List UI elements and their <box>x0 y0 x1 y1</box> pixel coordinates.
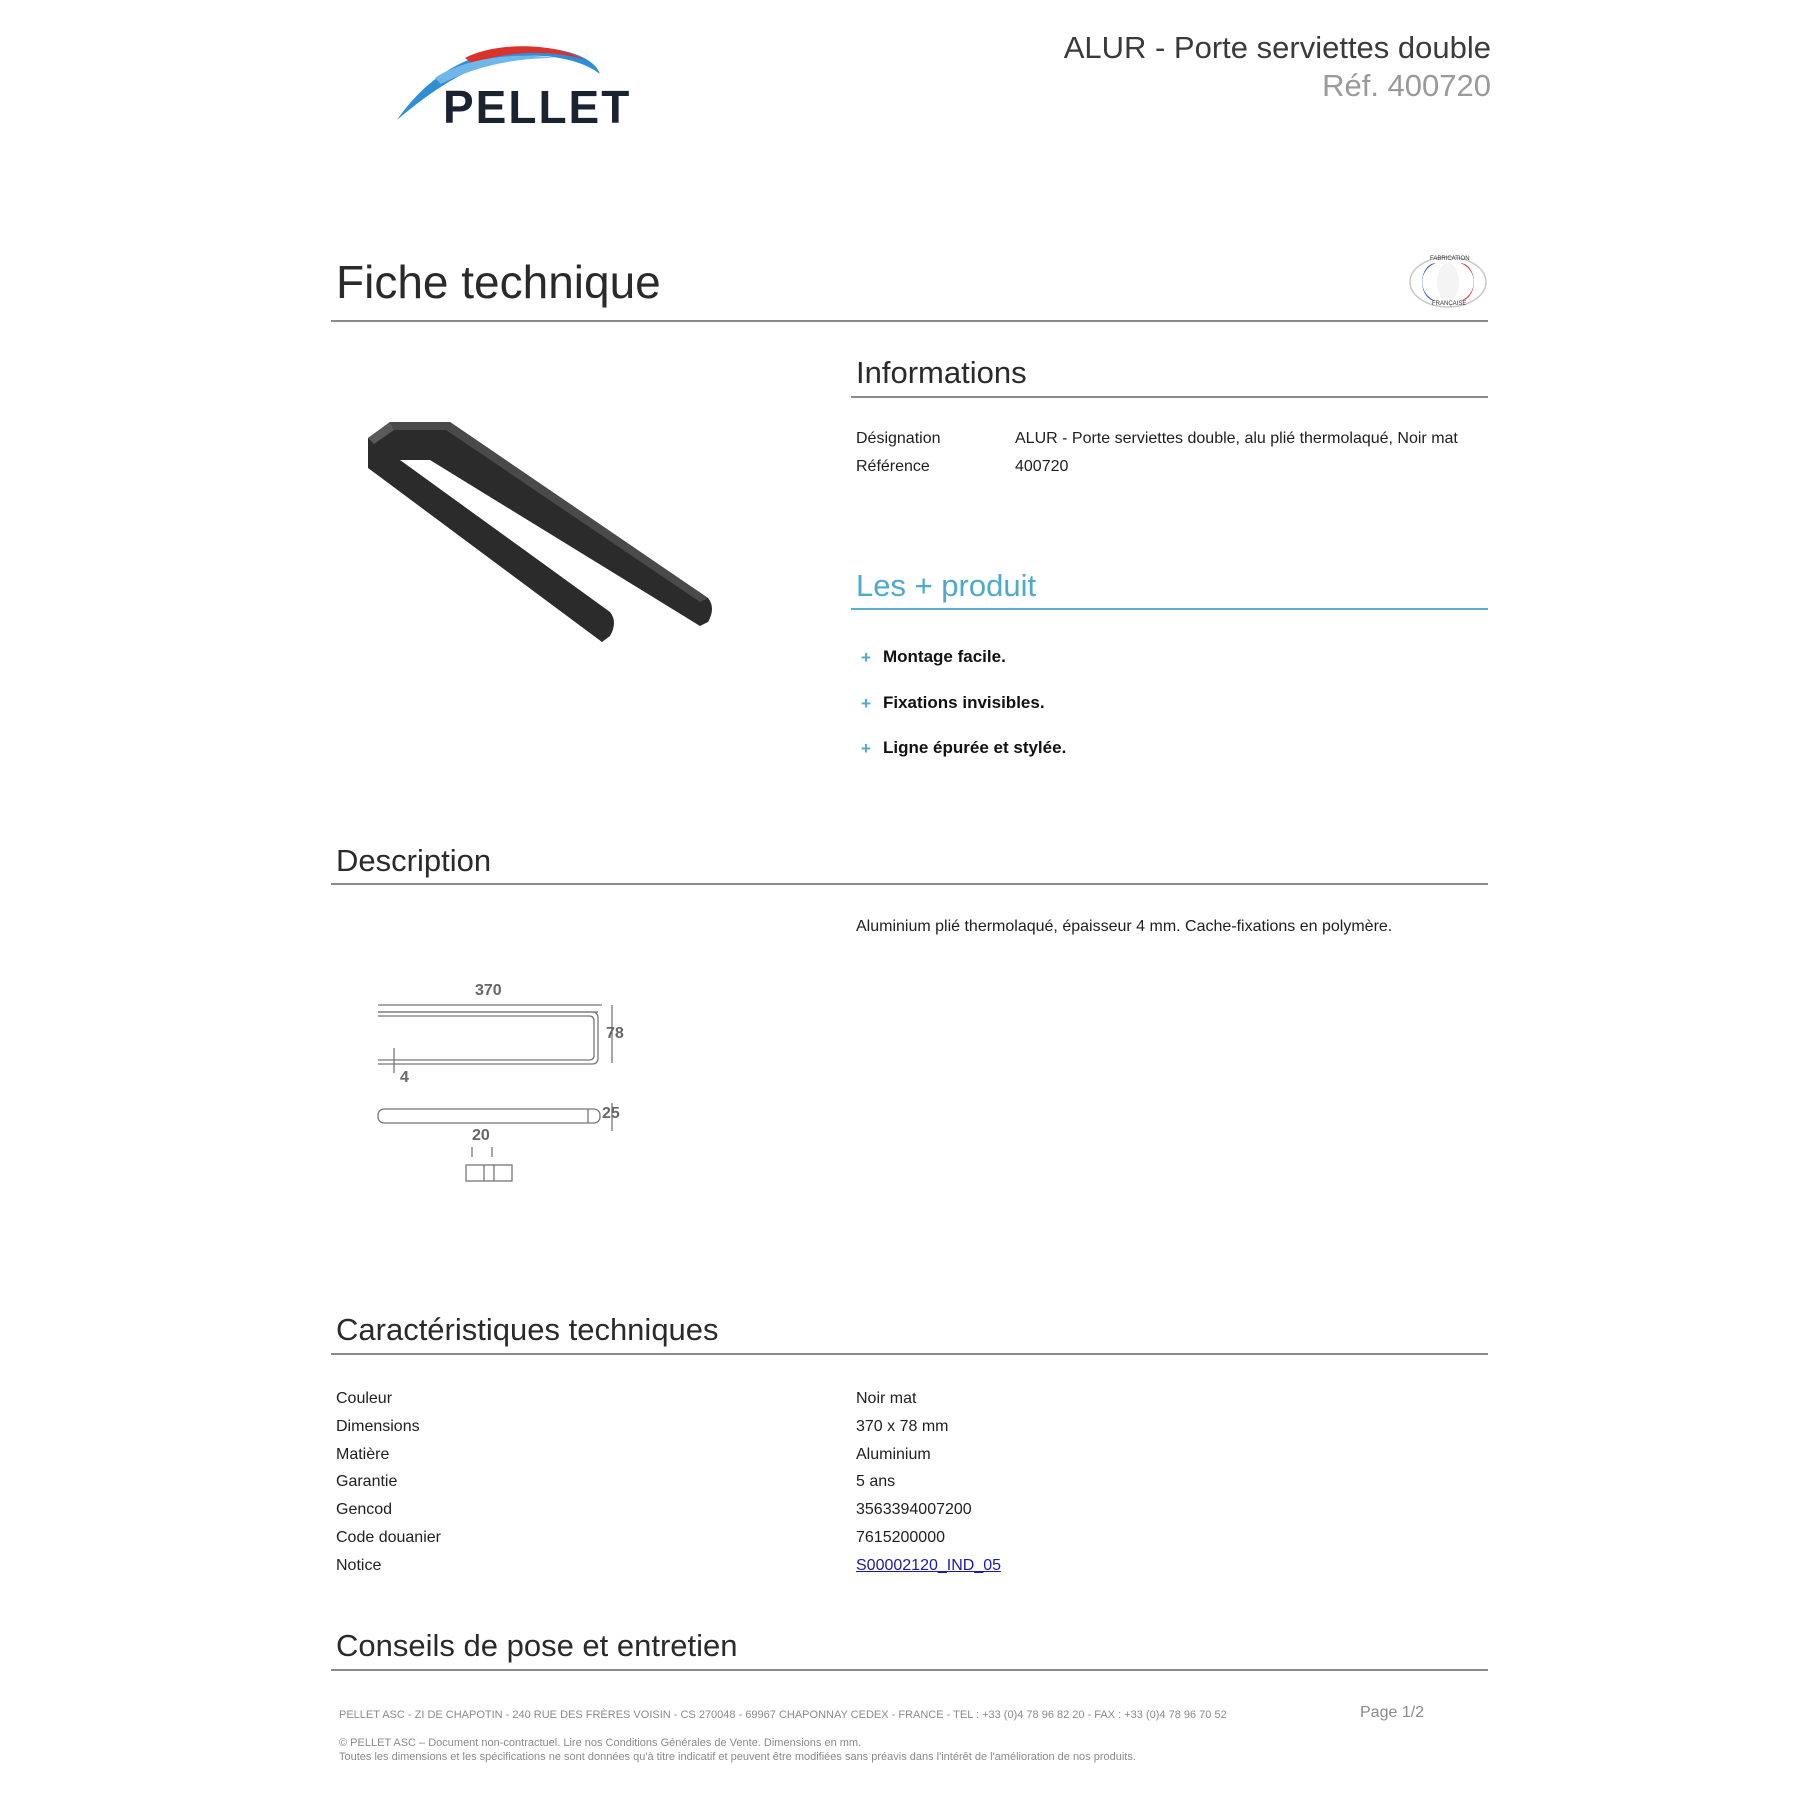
towel-rail-photo-icon <box>360 350 720 690</box>
informations-rule <box>851 396 1488 398</box>
benefit-item: Ligne épurée et stylée. <box>883 738 1067 757</box>
badge-top-text: FABRICATION <box>1430 256 1470 262</box>
badge-bottom-text: FRANÇAISE <box>1432 301 1467 307</box>
pellet-logo <box>395 40 640 133</box>
logo-wordmark: PELLET <box>443 81 632 133</box>
spec-label-matiere: Matière <box>336 1446 390 1463</box>
spec-value-matiere: Aluminium <box>856 1446 931 1463</box>
footer-address: PELLET ASC - ZI DE CHAPOTIN - 240 RUE DES FRÈRES VOISIN - CS 270048 - 69967 CHAPONNAY CEDEX - FRANCE - TEL : +33 (0)4 78 96 82 20 - FAX : +33 (0)4 78 96 70 52 <box>339 1709 1227 1721</box>
title-rule <box>331 320 1488 322</box>
page-title: Fiche technique <box>336 256 661 308</box>
caracteristiques-rule <box>331 1353 1488 1355</box>
dimension-drawing-icon <box>370 975 630 1190</box>
plus-icon: + <box>861 739 871 758</box>
spec-label-garantie: Garantie <box>336 1473 398 1490</box>
spec-label-couleur: Couleur <box>336 1390 393 1407</box>
product-title: ALUR - Porte serviettes double <box>1063 30 1491 65</box>
dim-length: 370 <box>475 982 502 999</box>
info-label-reference: Référence <box>856 458 930 475</box>
notice-link[interactable]: S00002120_IND_05 <box>856 1557 1002 1574</box>
conseils-rule <box>331 1669 1488 1671</box>
plus-produit-rule <box>851 608 1488 610</box>
technical-drawing <box>370 975 630 1190</box>
info-value-reference: 400720 <box>1015 458 1069 475</box>
spec-value-code-douanier: 7615200000 <box>856 1529 945 1546</box>
plus-produit-heading: Les + produit <box>856 568 1037 603</box>
description-rule <box>331 883 1488 885</box>
fabrication-francaise-badge <box>1408 255 1488 310</box>
product-image <box>360 350 720 690</box>
informations-heading: Informations <box>856 355 1027 390</box>
product-reference: Réf. 400720 <box>1322 68 1491 103</box>
caracteristiques-heading: Caractéristiques techniques <box>336 1312 719 1347</box>
page-number: Page 1/2 <box>1360 1704 1425 1721</box>
spec-label-gencod: Gencod <box>336 1501 393 1518</box>
dim-width: 20 <box>472 1127 490 1144</box>
footer-legal-1: © PELLET ASC – Document non-contractuel. Lire nos Conditions Générales de Vente. Dimensions en mm. <box>339 1737 862 1749</box>
dim-thickness: 4 <box>400 1069 409 1086</box>
benefit-item: Fixations invisibles. <box>883 693 1045 712</box>
plus-icon: + <box>861 694 871 713</box>
spec-value-garantie: 5 ans <box>856 1473 896 1490</box>
dim-depth: 78 <box>606 1025 624 1042</box>
description-text: Aluminium plié thermolaqué, épaisseur 4 mm. Cache-fixations en polymère. <box>856 918 1393 935</box>
dim-height: 25 <box>602 1105 620 1122</box>
spec-label-dimensions: Dimensions <box>336 1418 420 1435</box>
conseils-heading: Conseils de pose et entretien <box>336 1628 738 1663</box>
footer-legal-2: Toutes les dimensions et les spécifications ne sont données qu'à titre indicatif et peuvent être modifiées sans préavis dans l'intérêt de l'amélioration de nos produits. <box>339 1751 1136 1763</box>
spec-value-gencod: 3563394007200 <box>856 1501 972 1518</box>
spec-label-code-douanier: Code douanier <box>336 1529 441 1546</box>
benefit-item: Montage facile. <box>883 647 1006 666</box>
info-value-designation: ALUR - Porte serviettes double, alu plié thermolaqué, Noir mat <box>1015 430 1458 447</box>
spec-label-notice: Notice <box>336 1557 382 1574</box>
plus-icon: + <box>861 648 871 667</box>
spec-value-dimensions: 370 x 78 mm <box>856 1418 949 1435</box>
info-label-designation: Désignation <box>856 430 941 447</box>
description-heading: Description <box>336 843 492 878</box>
spec-value-couleur: Noir mat <box>856 1390 917 1407</box>
